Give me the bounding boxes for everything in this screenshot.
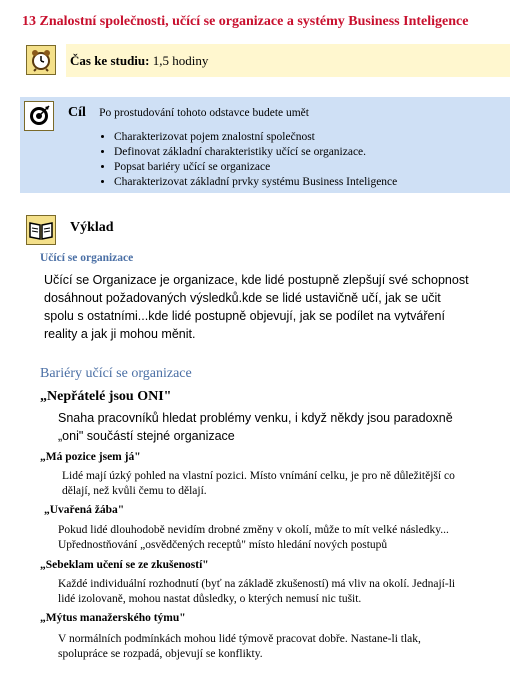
- barrier-text: [62, 469, 455, 499]
- barrier-text: [58, 577, 455, 607]
- barrier-line: lidé izolovaně, mohou nastat důsledky, o kterých nemusí nic tušit.: [58, 593, 362, 605]
- goal-intro: Po prostudování tohoto odstavce budete umět: [99, 107, 309, 119]
- barrier-title: „Má pozice jsem já": [40, 451, 141, 463]
- paragraph-line: reality a jak ji mohou měnit.: [44, 327, 196, 341]
- list-item: • Definovat základní charakteristiky učící se organizace.: [114, 145, 397, 160]
- barrier-text: [58, 632, 421, 662]
- barrier-title: „Uvařená žába": [44, 504, 125, 516]
- barrier-text: [58, 409, 453, 445]
- subheading: Učící se organizace: [40, 252, 134, 264]
- barrier-line: „oni" součástí stejné organizace: [58, 429, 235, 443]
- barrier-title: „Sebeklam učení se ze zkušeností": [40, 559, 209, 571]
- barrier-line: Snaha pracovníků hledat problémy venku, i když někdy jsou paradoxně: [58, 411, 453, 425]
- chapter-title: 13 Znalostní společnosti, učící se organizace a systémy Business Inteligence: [22, 14, 469, 29]
- study-time: [70, 53, 208, 69]
- goal-heading: [68, 104, 309, 121]
- barrier-line: dělají, než kvůli čemu to dělají.: [62, 485, 207, 497]
- barrier-line: Lidé mají úzký pohled na vlastní pozici. Místo vnímání celku, je pro ně důležitější co: [62, 470, 455, 482]
- barrier-line: V normálních podmínkách mohou lidé týmově pracovat dobře. Nastane-li tlak,: [58, 633, 421, 645]
- paragraph-line: dosáhnout požadovaných výsledků.kde se lidé ustavičně učí, jak se učit: [44, 291, 441, 305]
- list-item: • Charakterizovat základní prvky systému Business Inteligence: [114, 175, 397, 190]
- barrier-line: Upřednostňování „osvědčených receptů" místo hledání nových postupů: [58, 539, 388, 551]
- barrier-line: spolupráce se rozpadá, objevují se konflikty.: [58, 648, 263, 660]
- target-icon: [24, 101, 54, 131]
- explanation-label: Výklad: [70, 220, 114, 235]
- paragraph-line: spolu s ostatními...kde lidé postupně objevují, jak se podílet na vytváření: [44, 309, 445, 323]
- paragraph-line: Učící se Organizace je organizace, kde lidé postupně zlepšují své schopnost: [44, 273, 469, 287]
- goal-label: Cíl: [68, 105, 86, 120]
- barrier-text: [58, 523, 449, 553]
- study-time-value: 1,5 hodiny: [152, 53, 209, 68]
- barrier-title: „Mýtus manažerského týmu": [40, 612, 186, 624]
- list-item: • Charakterizovat pojem znalostní společnost: [114, 130, 397, 145]
- study-time-label: Čas ke studiu:: [70, 53, 150, 68]
- alarm-clock-icon: [26, 45, 56, 75]
- goal-list: [100, 130, 397, 190]
- barrier-title: „Nepřátelé jsou ONI": [40, 389, 172, 404]
- list-item: • Popsat bariéry učící se organizace: [114, 160, 397, 175]
- barrier-line: Každé individuální rozhodnutí (byť na základě zkušeností) má vliv na okolí. Jednají-li: [58, 578, 456, 590]
- definition-paragraph: [44, 271, 469, 343]
- open-book-icon: [26, 215, 56, 245]
- barriers-heading: Bariéry učící se organizace: [40, 366, 192, 381]
- barrier-line: Pokud lidé dlouhodobě nevidím drobné změny v okolí, může to mít velké následky...: [58, 524, 449, 536]
